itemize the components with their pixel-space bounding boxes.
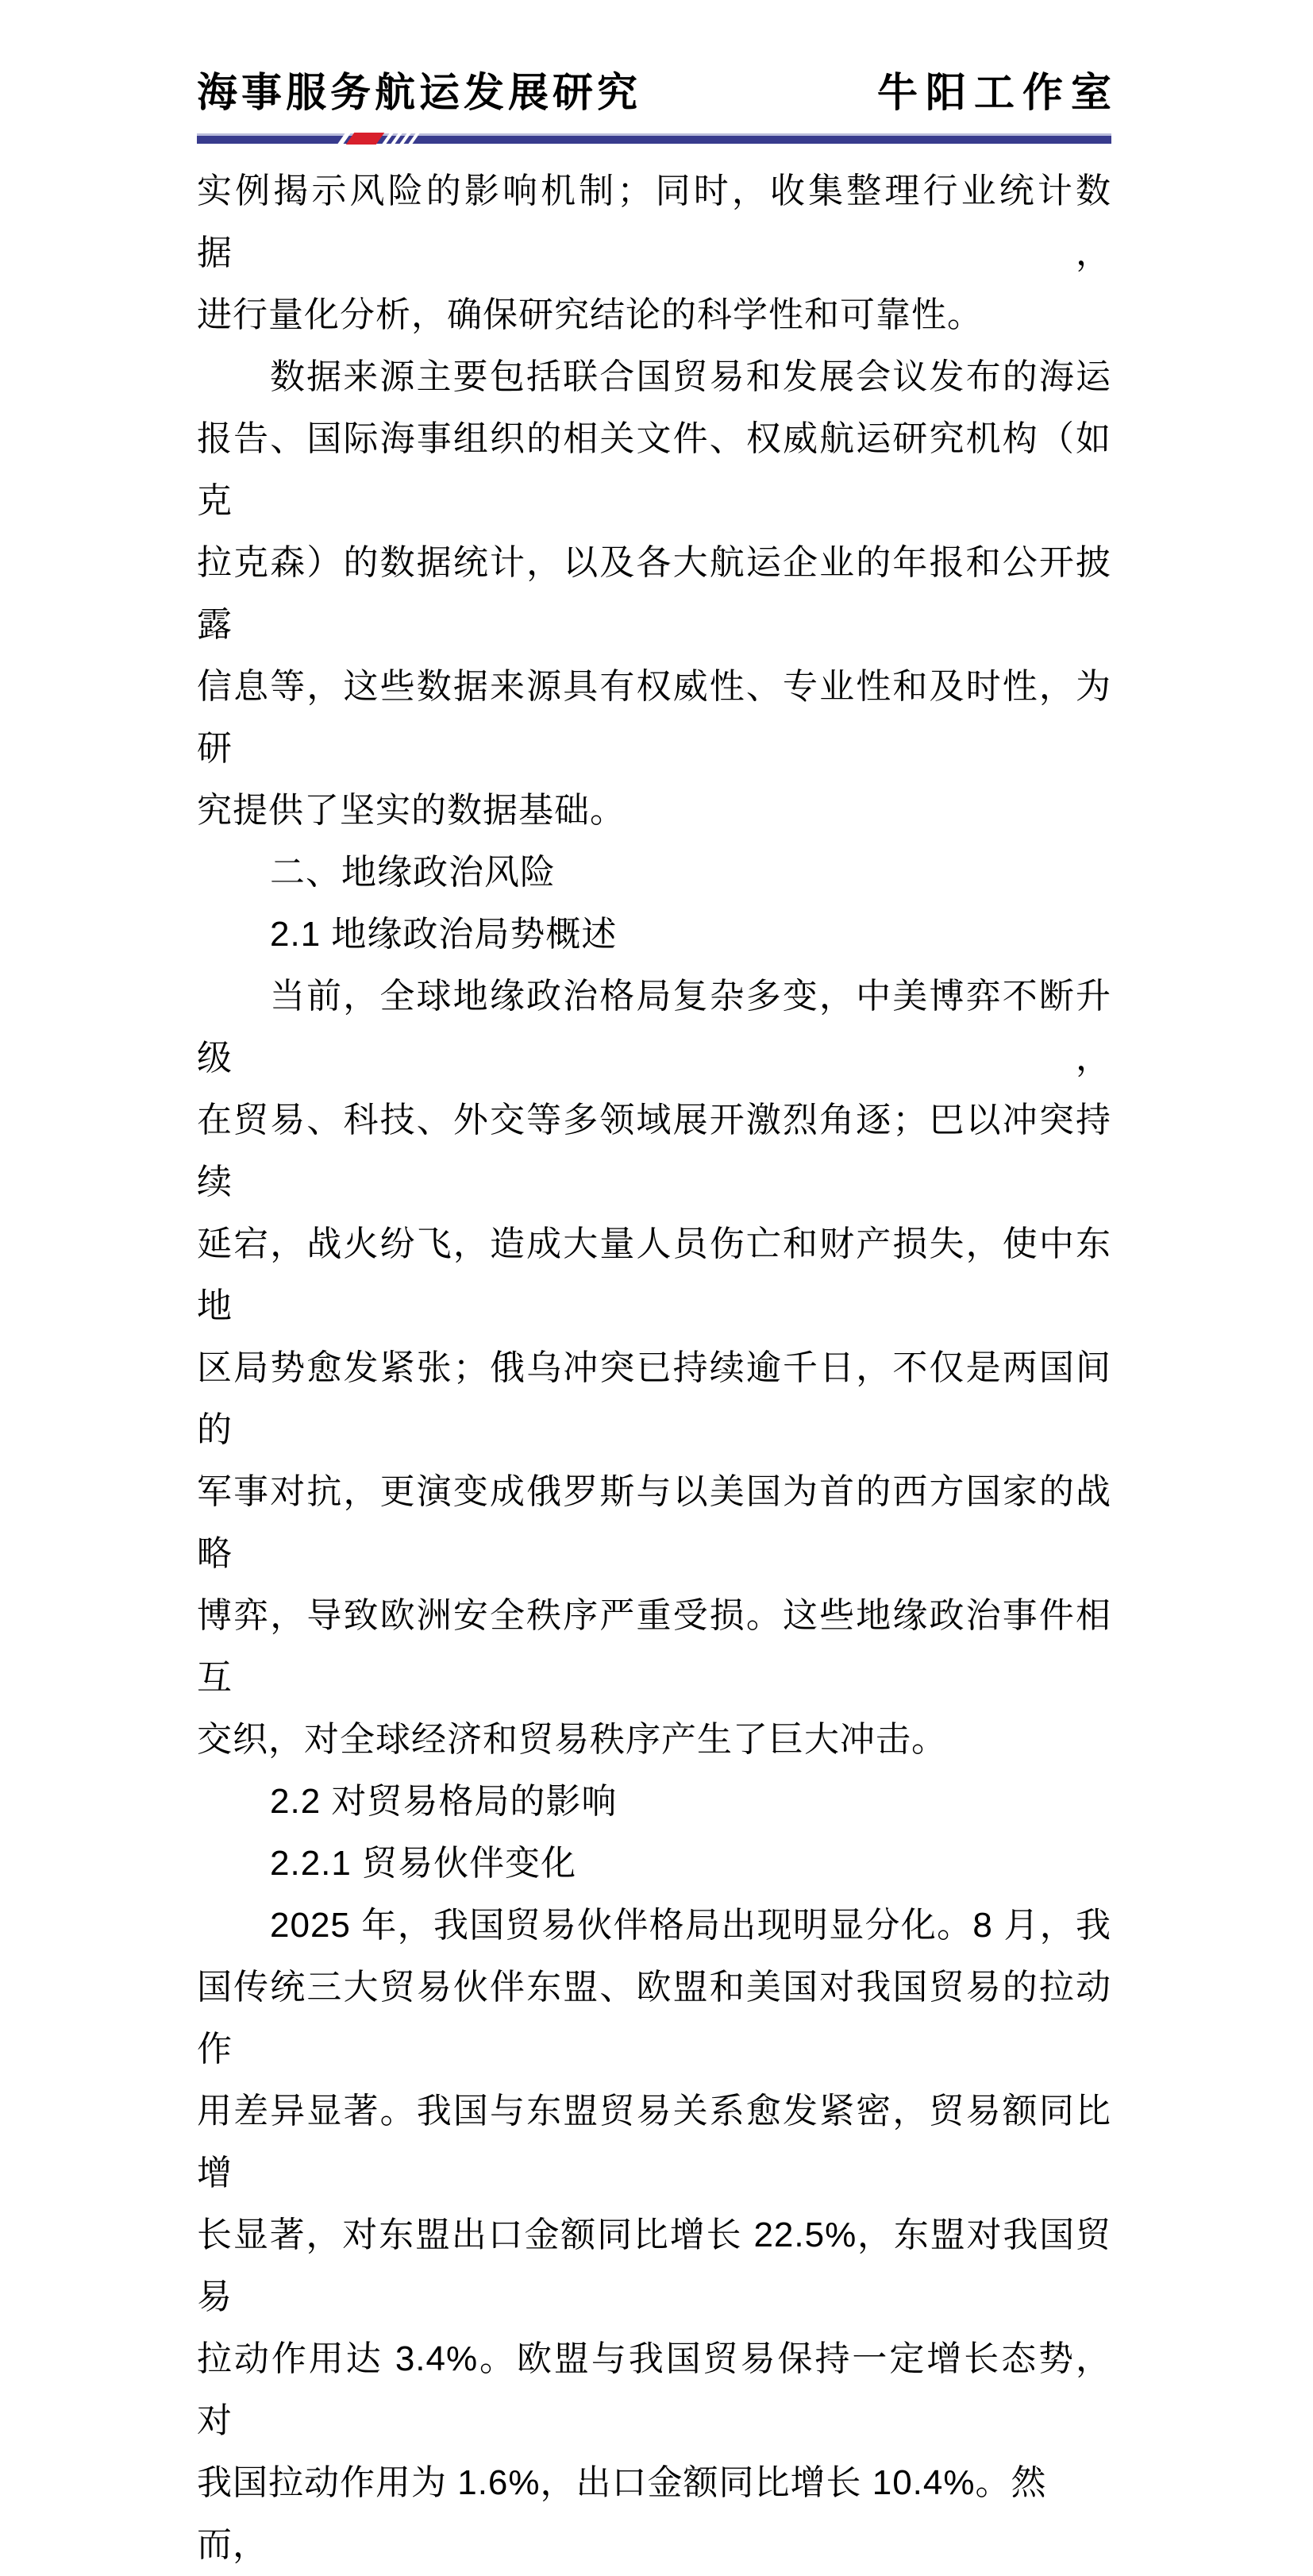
text-line: 交织，对全球经济和贸易秩序产生了巨大冲击。 xyxy=(197,1720,947,1759)
text-line: 数据来源主要包括联合国贸易和发展会议发布的海运 xyxy=(270,357,1111,396)
text-line: 当前，全球地缘政治格局复杂多变，中美博弈不断升级， xyxy=(197,977,1111,1078)
text-line: 报告、国际海事组织的相关文件、权威航运研究机构（如克 xyxy=(197,419,1111,520)
document-title: 海事服务航运发展研究 xyxy=(197,70,642,115)
text-line: 长显著，对东盟出口金额同比增长 22.5%，东盟对我国贸易 xyxy=(197,2215,1111,2316)
section-heading: 2.1 地缘政治局势概述 xyxy=(270,915,618,954)
body-text xyxy=(197,160,1111,2576)
text-line: 进行量化分析，确保研究结论的科学性和可靠性。 xyxy=(197,295,983,334)
text-line: 拉克森）的数据统计，以及各大航运企业的年报和公开披露 xyxy=(197,543,1111,644)
text-line: 用差异显著。我国与东盟贸易关系愈发紧密，贸易额同比增 xyxy=(197,2092,1111,2192)
text-line: 究提供了坚实的数据基础。 xyxy=(197,791,626,830)
section-heading: 2.2 对贸易格局的影响 xyxy=(270,1782,618,1821)
text-line: 延宕，战火纷飞，造成大量人员伤亡和财产损失，使中东地 xyxy=(197,1224,1111,1325)
section-heading: 2.2.1 贸易伙伴变化 xyxy=(270,1844,577,1883)
section-heading: 二、地缘政治风险 xyxy=(270,853,556,892)
text-line: 军事对抗，更演变成俄罗斯与以美国为首的西方国家的战略 xyxy=(197,1472,1111,1573)
bar-decoration xyxy=(341,133,452,144)
text-line: 区局势愈发紧张；俄乌冲突已持续逾千日，不仅是两国间的 xyxy=(197,1348,1111,1449)
text-line: 国传统三大贸易伙伴东盟、欧盟和美国对我国贸易的拉动作 xyxy=(197,1968,1111,2069)
text-line: 拉动作用达 3.4%。欧盟与我国贸易保持一定增长态势，对 xyxy=(197,2339,1111,2440)
page-header xyxy=(197,67,1119,119)
text-line: 博弈，导致欧洲安全秩序严重受损。这些地缘政治事件相互 xyxy=(197,1596,1111,1697)
studio-name: 牛阳工作室 xyxy=(876,70,1119,115)
red-parallelogram xyxy=(346,133,385,145)
text-line: 信息等，这些数据来源具有权威性、专业性和及时性，为研 xyxy=(197,667,1111,768)
text-line: 2025 年，我国贸易伙伴格局出现明显分化。8 月，我 xyxy=(270,1906,1111,1945)
header-rule xyxy=(197,133,1111,144)
text-line: 在贸易、科技、外交等多领域展开激烈角逐；巴以冲突持续 xyxy=(197,1101,1111,1201)
text-line: 我国拉动作用为 1.6%，出口金额同比增长 10.4%。然而， xyxy=(197,2463,1047,2564)
text-line: 实例揭示风险的影响机制；同时，收集整理行业统计数据， xyxy=(197,172,1111,272)
